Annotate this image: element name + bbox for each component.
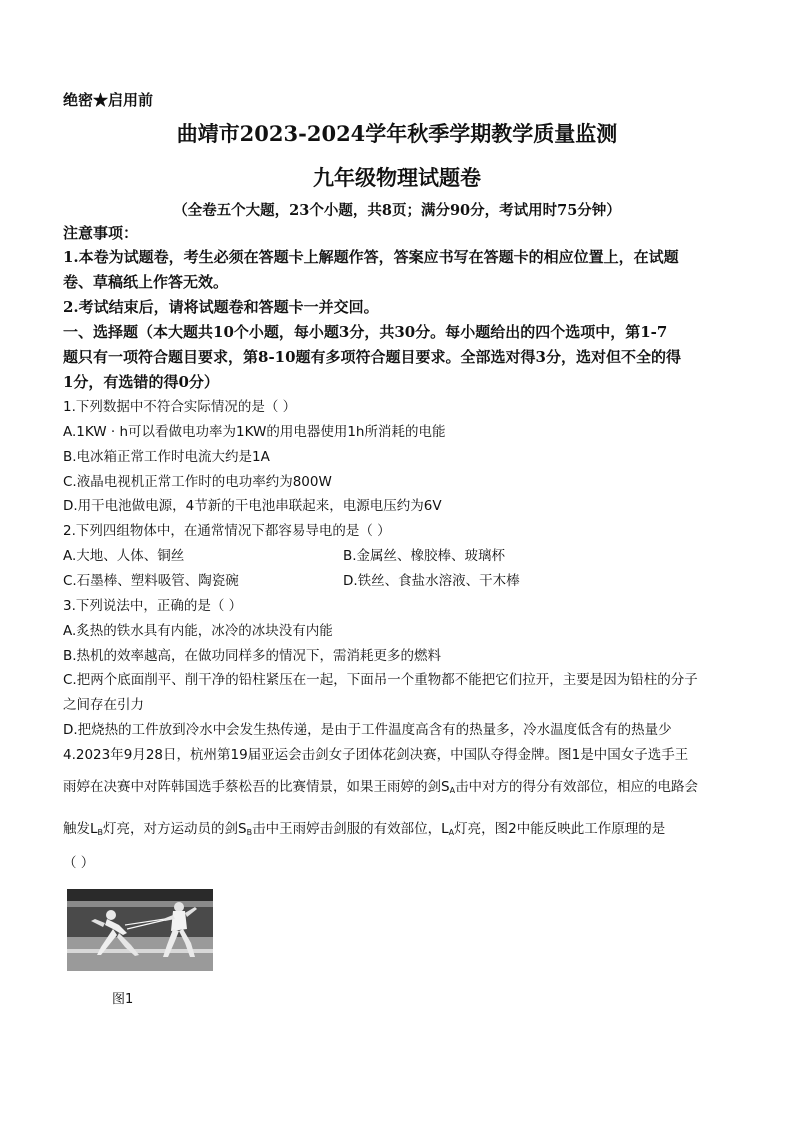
question-stem-1: 1.下列数据中不符合实际情况的是（ ） [63,399,297,415]
section-heading: 一、选择题（本大题共10个小题，每小题3分，共30分。每小题给出的四个选项中，第1-7 [63,323,668,341]
fencing-photo [67,889,213,971]
confidential-label: 绝密★启用前 [63,91,154,109]
question-4-line2 [63,781,698,795]
q4-text: 击中王雨婷击剑服的有效部位，L [252,821,449,837]
q3-option-c-cont: 之间存在引力 [63,697,144,713]
fencing-scene-image [67,889,213,971]
q2-option-d: D.铁丝、食盐水溶液、干木棒 [343,573,520,589]
page-title: 曲靖市2023-2024学年秋季学期教学质量监测 [176,121,618,146]
q2-option-c: C.石墨棒、塑料吸管、陶瓷碗 [63,573,239,589]
q1-option-a: A.1KW · h可以看做电功率为1KW的用电器使用1h所消耗的电能 [63,424,446,440]
section-instructions: 题只有一项符合题目要求，第8-10题有多项符合题目要求。全部选对得3分，选对但不全的得 [63,348,681,366]
q4-text: 灯亮，图2中能反映此工作原理的是 [454,821,666,837]
q2-option-b: B.金属丝、橡胶棒、玻璃杯 [343,548,506,564]
q4-subscript: B [97,828,104,837]
q4-answer-bracket: （ ） [63,855,95,871]
question-4-line3 [63,823,665,837]
note-item: 1.本卷为试题卷，考生必须在答题卡上解题作答，答案应书写在答题卡的相应位置上，在试题 [63,248,679,266]
q1-option-c: C.液晶电视机正常工作时的电功率约为800W [63,474,332,490]
q4-text: 触发L [63,821,98,837]
q1-option-b: B.电冰箱正常工作时电流大约是1A [63,449,270,465]
q3-option-c: C.把两个底面削平、削干净的铅柱紧压在一起，下面吊一个重物都不能把它们拉开，主要是因为铅柱的分子 [63,672,698,688]
q3-option-d: D.把烧热的工件放到冷水中会发生热传递，是由于工件温度高含有的热量多，冷水温度低含有的热量少 [63,722,672,738]
question-stem-3: 3.下列说法中，正确的是（ ） [63,598,243,614]
note-item: 卷、草稿纸上作答无效。 [63,273,229,291]
q1-option-d: D.用干电池做电源，4节新的干电池串联起来，电源电压约为6V [63,498,442,514]
q4-text: 击中对方的得分有效部位，相应的电路会 [455,779,699,795]
q4-subscript: B [246,828,253,837]
exam-info: （全卷五个大题，23个小题，共8页；满分90分，考试用时75分钟） [173,202,621,219]
q3-option-b: B.热机的效率越高，在做功同样多的情况下，需消耗更多的燃料 [63,648,442,664]
q2-option-a: A.大地、人体、铜丝 [63,548,185,564]
question-stem-4: 4.2023年9月28日，杭州第19届亚运会击剑女子团体花剑决赛，中国队夺得金牌。图1是中国女子选手王 [63,747,689,763]
page-subtitle: 九年级物理试题卷 [313,165,481,190]
notes-heading: 注意事项： [63,224,139,242]
q3-option-a: A.炙热的铁水具有内能，冰冷的冰块没有内能 [63,623,333,639]
q4-subscript: A [449,786,456,795]
note-item: 2.考试结束后，请将试题卷和答题卡一并交回。 [63,298,379,316]
section-instructions: 1分，有选错的得0分） [63,373,219,391]
q4-subscript: A [448,828,455,837]
figure-1-caption: 图1 [112,992,134,1007]
question-stem-2: 2.下列四组物体中，在通常情况下都容易导电的是（ ） [63,523,391,539]
q4-text: 雨婷在决赛中对阵韩国选手蔡松吾的比赛情景，如果王雨婷的剑S [63,779,450,795]
q4-text: 灯亮，对方运动员的剑S [103,821,247,837]
